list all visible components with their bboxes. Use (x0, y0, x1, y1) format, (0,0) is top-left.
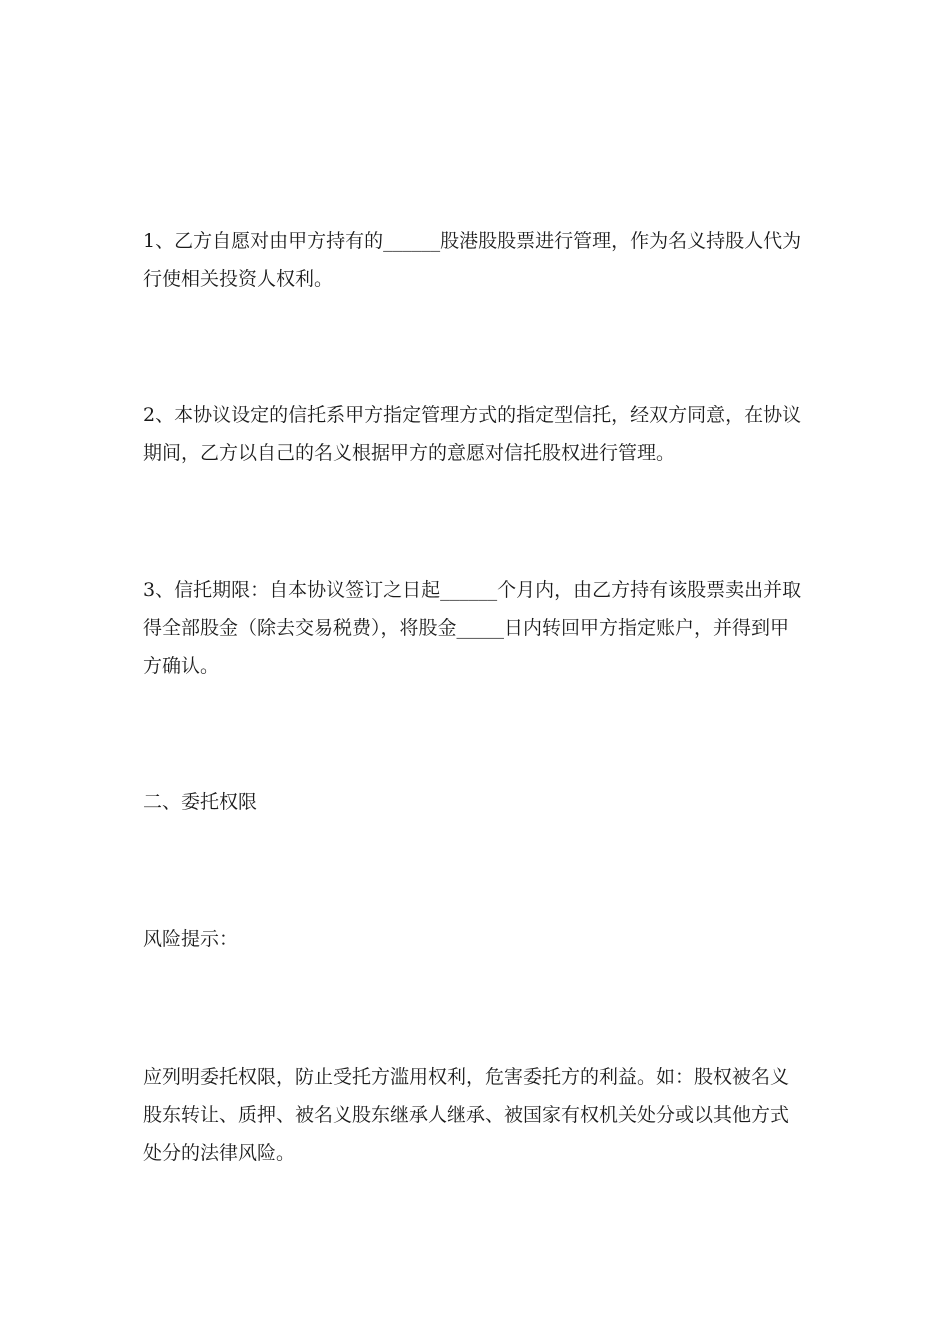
clause-3-line-1: 3、信托期限：自本协议签订之日起______个月内，由乙方持有该股票卖出并取 (143, 579, 802, 601)
risk-text-paragraph (143, 1058, 815, 1172)
risk-label: 风险提示： (143, 928, 239, 950)
clause-1-paragraph (143, 222, 815, 298)
risk-text-line-2: 股东转让、质押、被名义股东继承人继承、被国家有权机关处分或以其他方式 (143, 1104, 790, 1126)
clause-1-line-2: 行使相关投资人权利。 (143, 268, 334, 290)
section-heading: 二、委托权限 (143, 791, 258, 813)
clause-3-line-2: 得全部股金（除去交易税费），将股金_____日内转回甲方指定账户，并得到甲 (143, 617, 790, 639)
risk-text-line-3: 处分的法律风险。 (143, 1142, 296, 1164)
clause-2-line-2: 期间，乙方以自己的名义根据甲方的意愿对信托股权进行管理。 (143, 442, 676, 464)
clause-2-paragraph (143, 396, 815, 472)
clause-3-line-3: 方确认。 (143, 655, 220, 677)
clause-2-line-1: 2、本协议设定的信托系甲方指定管理方式的指定型信托，经双方同意，在协议 (143, 404, 802, 426)
clause-3-paragraph (143, 571, 815, 685)
clause-1-line-1: 1、乙方自愿对由甲方持有的______股港股股票进行管理，作为名义持股人代为 (143, 230, 802, 252)
risk-text-line-1: 应列明委托权限，防止受托方滥用权利，危害委托方的利益。如：股权被名义 (143, 1066, 790, 1088)
